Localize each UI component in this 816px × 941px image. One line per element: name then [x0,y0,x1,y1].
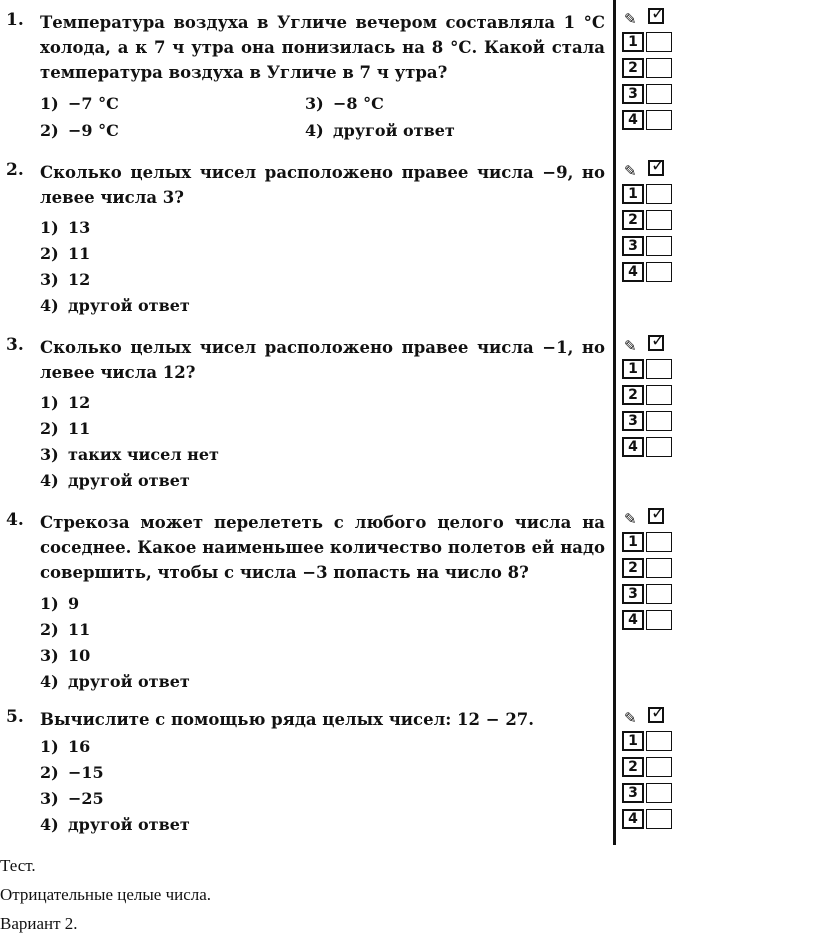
option-1: 1) 16 [40,737,91,756]
answer-number: 1 [622,32,644,52]
answer-row-3[interactable] [622,84,682,106]
answer-row-4[interactable] [622,610,682,632]
answer-row-1[interactable] [622,359,682,381]
answer-number: 2 [622,210,644,230]
answer-number: 3 [622,84,644,104]
answer-number: 4 [622,110,644,130]
answer-box[interactable] [646,437,672,457]
answer-box[interactable] [646,84,672,104]
answer-box[interactable] [646,532,672,552]
question-text: Сколько целых чисел расположено правее числа −1, но левее числа 12? [40,338,605,382]
answer-row-2[interactable] [622,385,682,407]
question-number: 3. [6,335,24,355]
answer-row-3[interactable] [622,584,682,606]
answer-row-3[interactable] [622,236,682,258]
answer-grid-header [622,156,682,182]
answer-box[interactable] [646,184,672,204]
checkbox-icon: ✓ [648,160,664,176]
pencil-icon: ✎ [624,10,637,28]
answer-number: 1 [622,731,644,751]
answer-number: 2 [622,558,644,578]
answer-row-2[interactable] [622,210,682,232]
question-number: 5. [6,707,24,727]
answer-box[interactable] [646,32,672,52]
option-3: 3) таких чисел нет [40,445,219,464]
answer-grid-header [622,504,682,530]
option-3: 3) −8 °С [305,94,384,113]
option-4: 4) другой ответ [40,672,190,691]
question-number: 4. [6,510,24,530]
answer-number: 4 [622,610,644,630]
answer-number: 4 [622,437,644,457]
option-4: 4) другой ответ [40,296,190,315]
option-3: 3) 10 [40,646,91,665]
answer-row-4[interactable] [622,437,682,459]
pencil-icon: ✎ [624,709,637,727]
answer-number: 2 [622,58,644,78]
footer-title: Тест. [0,856,36,875]
option-2: 2) 11 [40,419,91,438]
answer-row-1[interactable] [622,184,682,206]
answer-box[interactable] [646,809,672,829]
option-2: 2) 11 [40,244,91,263]
option-4: 4) другой ответ [40,471,190,490]
answer-row-4[interactable] [622,262,682,284]
answer-box[interactable] [646,783,672,803]
option-1: 1) 9 [40,594,80,613]
footer-variant: Вариант 2. [0,914,78,933]
answer-box[interactable] [646,210,672,230]
answer-box[interactable] [646,610,672,630]
checkbox-icon: ✓ [648,335,664,351]
answer-number: 1 [622,359,644,379]
answer-number: 4 [622,809,644,829]
pencil-icon: ✎ [624,337,637,355]
answer-grid-header [622,4,682,30]
answer-box[interactable] [646,731,672,751]
answer-number: 3 [622,411,644,431]
answer-row-2[interactable] [622,558,682,580]
answer-row-1[interactable] [622,32,682,54]
answer-box[interactable] [646,262,672,282]
answer-row-1[interactable] [622,731,682,753]
answer-box[interactable] [646,236,672,256]
answer-grid-header [622,331,682,357]
answer-box[interactable] [646,359,672,379]
answer-box[interactable] [646,110,672,130]
answer-number: 3 [622,236,644,256]
answer-box[interactable] [646,411,672,431]
answer-number: 3 [622,584,644,604]
option-1: 1) 12 [40,393,91,412]
answer-column-divider [613,0,616,845]
question-text: Температура воздуха в Угличе вечером составляла 1 °С холода, а к 7 ч утра она понизилась на 8 °С. Какой стала температура воздуха в Угличе в 7 ч утра? [40,13,605,82]
answer-number: 4 [622,262,644,282]
question-number: 2. [6,160,24,180]
answer-box[interactable] [646,757,672,777]
option-2: 2) −15 [40,763,104,782]
pencil-icon: ✎ [624,162,637,180]
option-3: 3) 12 [40,270,91,289]
question-number: 1. [6,10,24,30]
answer-row-1[interactable] [622,532,682,554]
question-text: Вычислите с помощью ряда целых чисел: 12 − 27. [40,710,535,729]
answer-number: 3 [622,783,644,803]
question-text: Стрекоза может перелететь с любого целого числа на соседнее. Какое наименьшее количество полетов ей надо совершить, чтобы с числа −3 попасть на число 8? [40,513,605,582]
answer-number: 1 [622,184,644,204]
option-3: 3) −25 [40,789,104,808]
answer-row-4[interactable] [622,809,682,831]
answer-number: 1 [622,532,644,552]
option-4: 4) другой ответ [40,815,190,834]
answer-box[interactable] [646,558,672,578]
option-2: 2) 11 [40,620,91,639]
option-2: 2) −9 °С [40,121,119,140]
checkbox-icon: ✓ [648,707,664,723]
checkbox-icon: ✓ [648,508,664,524]
answer-box[interactable] [646,584,672,604]
pencil-icon: ✎ [624,510,637,528]
footer-topic: Отрицательные целые числа. [0,885,212,904]
option-1: 1) 13 [40,218,91,237]
answer-box[interactable] [646,58,672,78]
answer-number: 2 [622,757,644,777]
option-1: 1) −7 °С [40,94,119,113]
answer-row-2[interactable] [622,757,682,779]
answer-number: 2 [622,385,644,405]
checkbox-icon: ✓ [648,8,664,24]
question-text: Сколько целых чисел расположено правее числа −9, но левее числа 3? [40,163,605,207]
answer-row-3[interactable] [622,411,682,433]
answer-grid-header [622,703,682,729]
answer-row-3[interactable] [622,783,682,805]
option-4: 4) другой ответ [305,121,455,140]
answer-box[interactable] [646,385,672,405]
answer-row-4[interactable] [622,110,682,132]
answer-row-2[interactable] [622,58,682,80]
